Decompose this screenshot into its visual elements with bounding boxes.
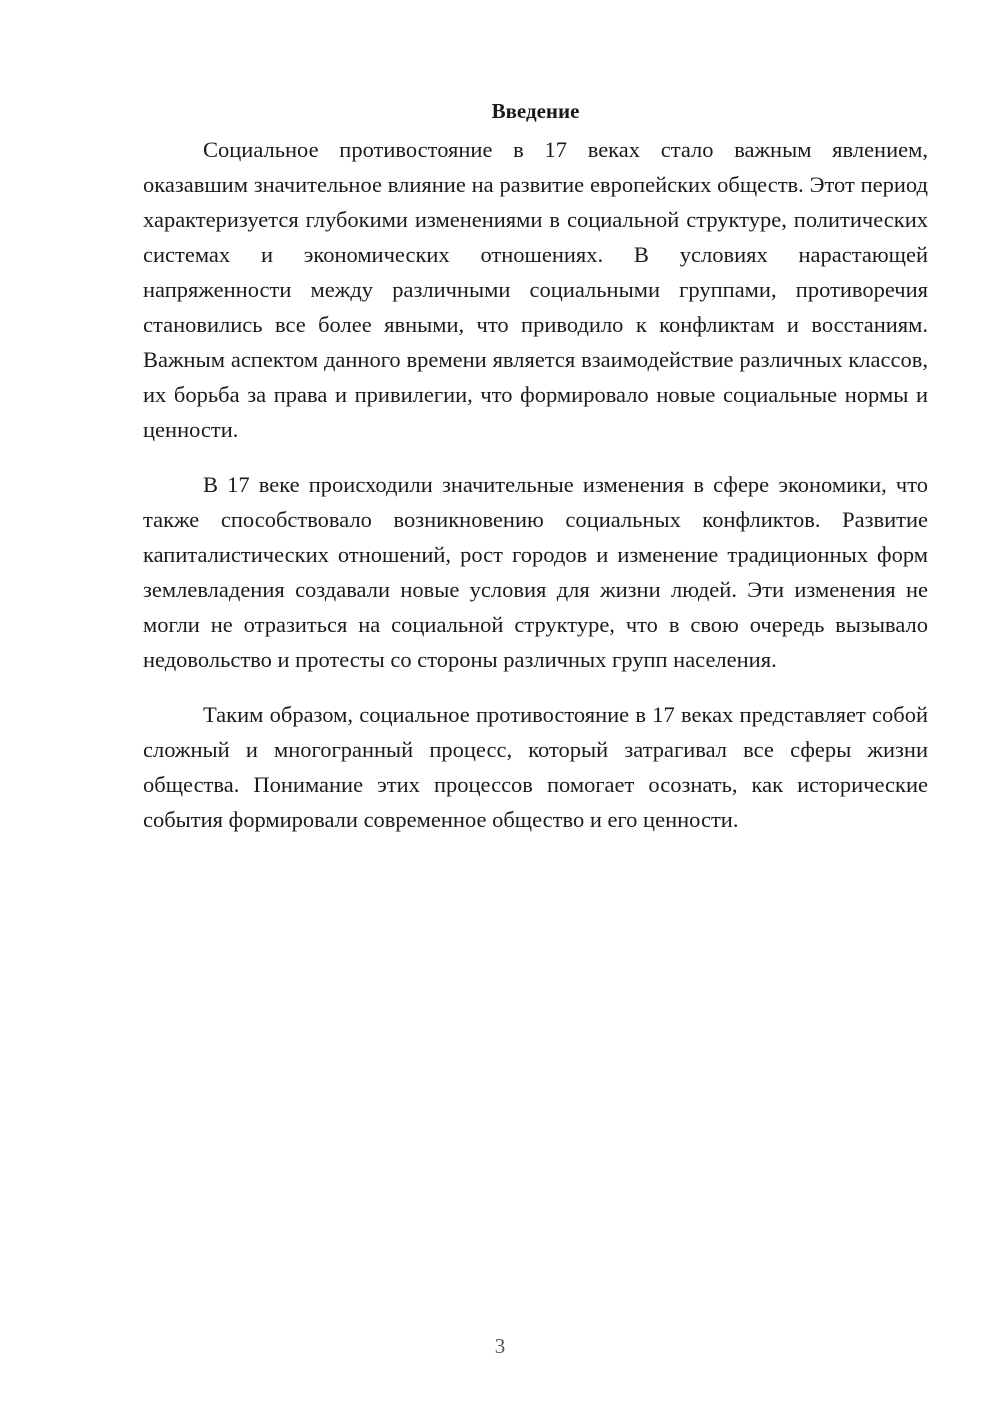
- paragraph-2: В 17 веке происходили значительные изменения в сфере экономики, что также способствовало возникновению социальных конфликтов. Развитие капиталистических отношений, рост городов и изменение традиционных форм землевладения создавали новые условия для жизни людей. Эти изменения не могли не отразиться на социальной структуре, что в свою очередь вызывало недовольство и протесты со стороны различных групп населения.: [143, 472, 928, 672]
- page-content: [143, 96, 928, 857]
- paragraph-1: Социальное противостояние в 17 веках стало важным явлением, оказавшим значительное влияние на развитие европейских обществ. Этот период характеризуется глубокими изменениями в социальной структуре, политических системах и экономических отношениях. В условиях нарастающей напряженности между различными социальными группами, противоречия становились все более явными, что приводило к конфликтам и восстаниям. Важным аспектом данного времени является взаимодействие различных классов, их борьба за права и привилегии, что формировало новые социальные нормы и ценности.: [143, 137, 928, 442]
- section-title: Введение: [491, 99, 580, 123]
- page-number: 3: [494, 1334, 506, 1358]
- paragraph-3: Таким образом, социальное противостояние в 17 веках представляет собой сложный и многогранный процесс, который затрагивал все сферы жизни общества. Понимание этих процессов помогает осознать, как исторические события формировали современное общество и его ценности.: [143, 702, 928, 832]
